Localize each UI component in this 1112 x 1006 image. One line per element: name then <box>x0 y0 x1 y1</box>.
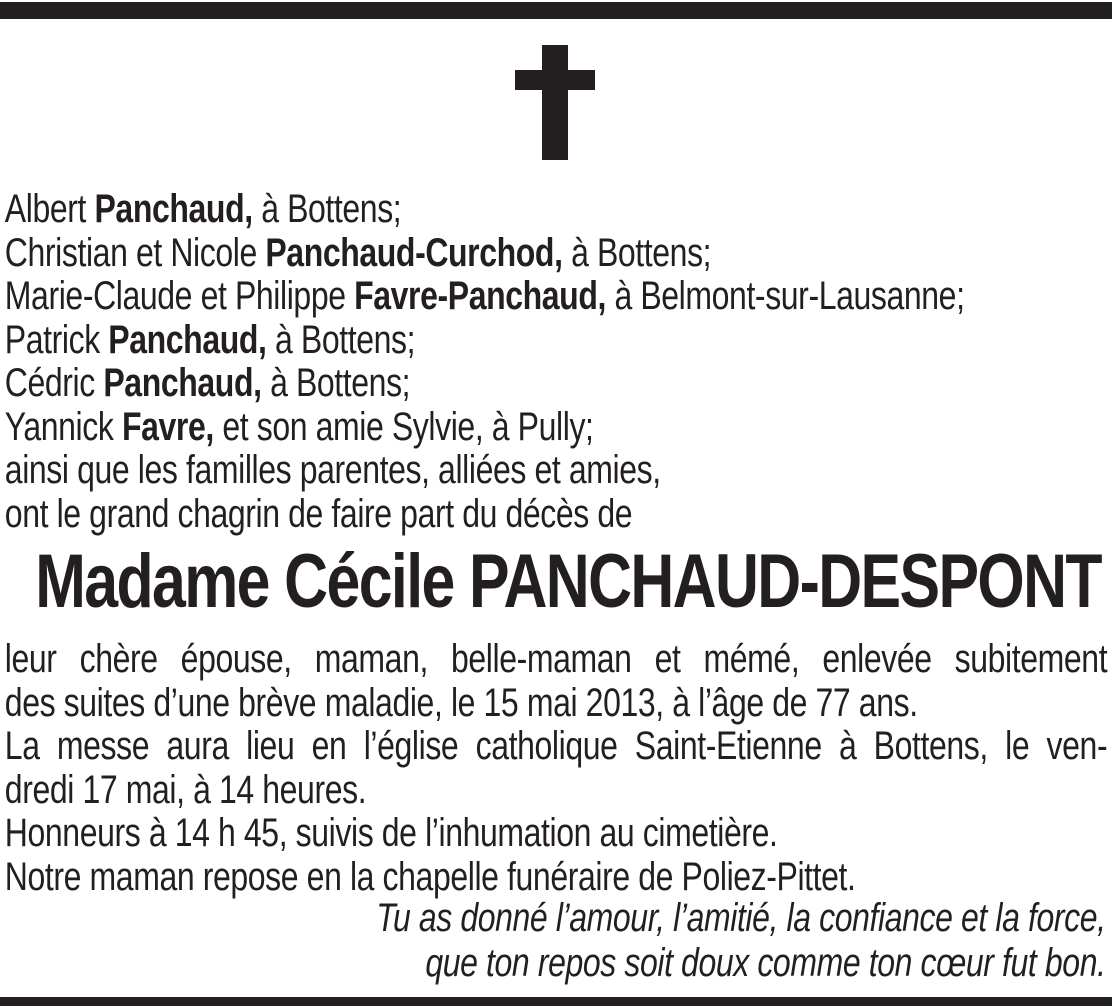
family-surname: Panchaud, <box>94 187 253 231</box>
deceased-name-title: Madame Cécile PANCHAUD-DESPONT <box>35 539 1101 624</box>
family-line-text: Cédric <box>4 361 104 405</box>
family-line-text: à Bottens; <box>252 187 402 231</box>
family-line <box>5 493 1112 537</box>
funeral-details <box>0 638 1112 899</box>
epitaph-line: que ton repos soit doux comme ton cœur fut bon. <box>425 941 1106 985</box>
family-surname: Favre-Panchaud, <box>354 274 606 318</box>
bottom-rule <box>0 997 1112 1006</box>
family-line-text: à Belmont-sur-Lausanne; <box>605 274 965 318</box>
family-announcement <box>5 188 1112 536</box>
body-line: leur chère épouse, maman, belle-maman et mémé, enlevée subitement <box>4 637 1108 681</box>
family-surname: Favre, <box>121 404 214 449</box>
family-line <box>5 275 1112 319</box>
family-line-text: ainsi que les familles parentes, alliées et amies, <box>4 448 661 492</box>
family-line-text: Christian et Nicole <box>4 230 266 275</box>
family-line <box>5 406 1112 450</box>
family-line-text: à Bottens; <box>261 361 411 405</box>
family-line-text: Albert <box>4 187 95 231</box>
family-line <box>5 319 1112 363</box>
body-line: La messe aura lieu en l’église catholique Saint-Etienne à Bottens, le ven- <box>4 724 1108 768</box>
epitaph-line: Tu as donné l’amour, l’amitié, la confiance et la force, <box>376 896 1106 940</box>
family-line-text: et son amie Sylvie, à Pully; <box>213 404 594 449</box>
family-surname: Panchaud, <box>108 317 267 362</box>
family-line-text: à Bottens; <box>266 317 416 362</box>
family-surname: Panchaud, <box>103 361 262 405</box>
family-line-text: Marie-Claude et Philippe <box>4 274 355 318</box>
body-line: dredi 17 mai, à 14 heures. <box>4 767 367 812</box>
family-line-text: Patrick <box>4 317 109 362</box>
body-line: Notre maman repose en la chapelle funéraire de Poliez-Pittet. <box>4 854 856 899</box>
epitaph <box>0 896 1112 986</box>
family-line-text: Yannick <box>4 404 122 449</box>
family-line <box>5 362 1112 406</box>
family-line <box>5 449 1112 493</box>
body-line: Honneurs à 14 h 45, suivis de l’inhumation au cimetière. <box>4 811 778 855</box>
family-line <box>5 232 1112 276</box>
family-line <box>5 188 1112 232</box>
family-line-text: à Bottens; <box>562 230 712 275</box>
family-line-text: ont le grand chagrin de faire part du décès de <box>4 491 633 536</box>
body-line: des suites d’une brève maladie, le 15 mai 2013, à l’âge de 77 ans. <box>4 680 918 725</box>
family-surname: Panchaud-Curchod, <box>265 230 563 275</box>
